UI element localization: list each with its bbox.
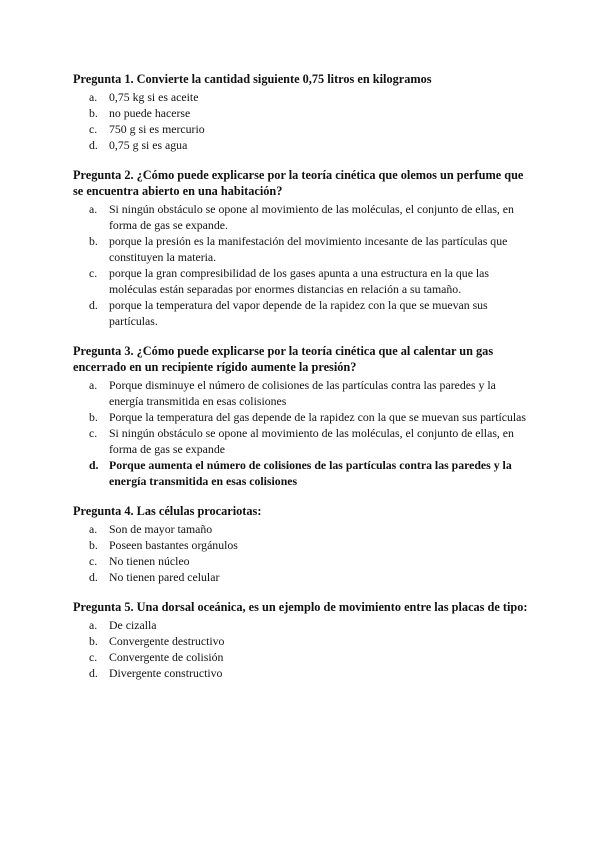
option-a (73, 521, 533, 537)
option-b (73, 105, 533, 121)
option-text: De cizalla (109, 618, 157, 632)
option-letter: c. (89, 554, 98, 568)
option-a (73, 89, 533, 105)
question-title: Pregunta 4. Las células procariotas: (73, 504, 262, 518)
option-d-highlighted (73, 457, 533, 489)
option-a (73, 377, 533, 409)
option-text: Porque la temperatura del gas depende de la rapidez con la que se muevan sus partículas (109, 410, 526, 424)
option-text: No tienen pared celular (109, 570, 220, 584)
option-list (73, 377, 533, 489)
option-letter: c. (89, 426, 98, 440)
question-1 (73, 71, 533, 153)
option-text: Si ningún obstáculo se opone al movimiento de las moléculas, el conjunto de ellas, en forma de gas se expande (109, 426, 514, 456)
option-letter: c. (89, 650, 98, 664)
option-text: Si ningún obstáculo se opone al movimiento de las moléculas, el conjunto de ellas, en forma de gas se expande. (109, 202, 514, 232)
option-list (73, 89, 533, 153)
question-title: Pregunta 3. ¿Cómo puede explicarse por la teoría cinética que al calentar un gas encerrado en un recipiente rígido aumente la presión? (73, 344, 494, 374)
option-text: 750 g si es mercurio (109, 122, 205, 136)
option-letter: b. (89, 234, 98, 248)
option-d (73, 665, 533, 681)
question-title: Pregunta 2. ¿Cómo puede explicarse por la teoría cinética que olemos un perfume que se encuentra abierto en una habitación? (73, 168, 524, 198)
option-b (73, 537, 533, 553)
option-d (73, 569, 533, 585)
option-text: 0,75 g si es agua (109, 138, 188, 152)
option-letter: d. (89, 458, 99, 472)
question-list (73, 71, 533, 695)
option-letter: d. (89, 298, 98, 312)
option-letter: d. (89, 138, 98, 152)
option-list (73, 521, 533, 585)
option-text: porque la temperatura del vapor depende de la rapidez con la que se muevan sus partículas. (109, 298, 488, 328)
option-a (73, 617, 533, 633)
option-letter: d. (89, 570, 98, 584)
option-c (73, 425, 533, 457)
option-letter: b. (89, 106, 98, 120)
question-title: Pregunta 1. Convierte la cantidad siguiente 0,75 litros en kilogramos (73, 72, 432, 86)
option-text: Poseen bastantes orgánulos (109, 538, 238, 552)
question-title: Pregunta 5. Una dorsal oceánica, es un ejemplo de movimiento entre las placas de tipo: (73, 600, 528, 614)
option-b (73, 233, 533, 265)
option-a (73, 201, 533, 233)
option-list (73, 617, 533, 681)
option-c (73, 649, 533, 665)
option-text: porque la gran compresibilidad de los gases apunta a una estructura en la que las moléculas están separadas por enormes distancias en relación a su tamaño. (109, 266, 489, 296)
option-b (73, 633, 533, 649)
option-letter: d. (89, 666, 98, 680)
option-letter: a. (89, 90, 98, 104)
option-text: Convergente de colisión (109, 650, 224, 664)
option-text: porque la presión es la manifestación del movimiento incesante de las partículas que constituyen la materia. (109, 234, 508, 264)
option-letter: a. (89, 618, 98, 632)
option-list (73, 201, 533, 329)
question-5 (73, 599, 533, 681)
option-c (73, 553, 533, 569)
option-letter: a. (89, 522, 98, 536)
option-letter: b. (89, 634, 98, 648)
option-text: no puede hacerse (109, 106, 191, 120)
option-d (73, 137, 533, 153)
option-c (73, 121, 533, 137)
option-letter: a. (89, 378, 98, 392)
option-letter: b. (89, 410, 98, 424)
option-text: 0,75 kg si es aceite (109, 90, 199, 104)
option-text: Porque disminuye el número de colisiones de las partículas contra las paredes y la energía transmitida en esas colisiones (109, 378, 496, 408)
question-4 (73, 503, 533, 585)
option-d (73, 297, 533, 329)
question-3 (73, 343, 533, 489)
option-text: Divergente constructivo (109, 666, 223, 680)
option-letter: c. (89, 266, 98, 280)
option-letter: a. (89, 202, 98, 216)
option-text: Son de mayor tamaño (109, 522, 213, 536)
question-2 (73, 167, 533, 329)
option-text: Convergente destructivo (109, 634, 225, 648)
option-text: No tienen núcleo (109, 554, 190, 568)
option-c (73, 265, 533, 297)
option-letter: c. (89, 122, 98, 136)
option-letter: b. (89, 538, 98, 552)
option-text: Porque aumenta el número de colisiones de las partículas contra las paredes y la energía transmitida en esas colisiones (109, 458, 512, 488)
option-b (73, 409, 533, 425)
